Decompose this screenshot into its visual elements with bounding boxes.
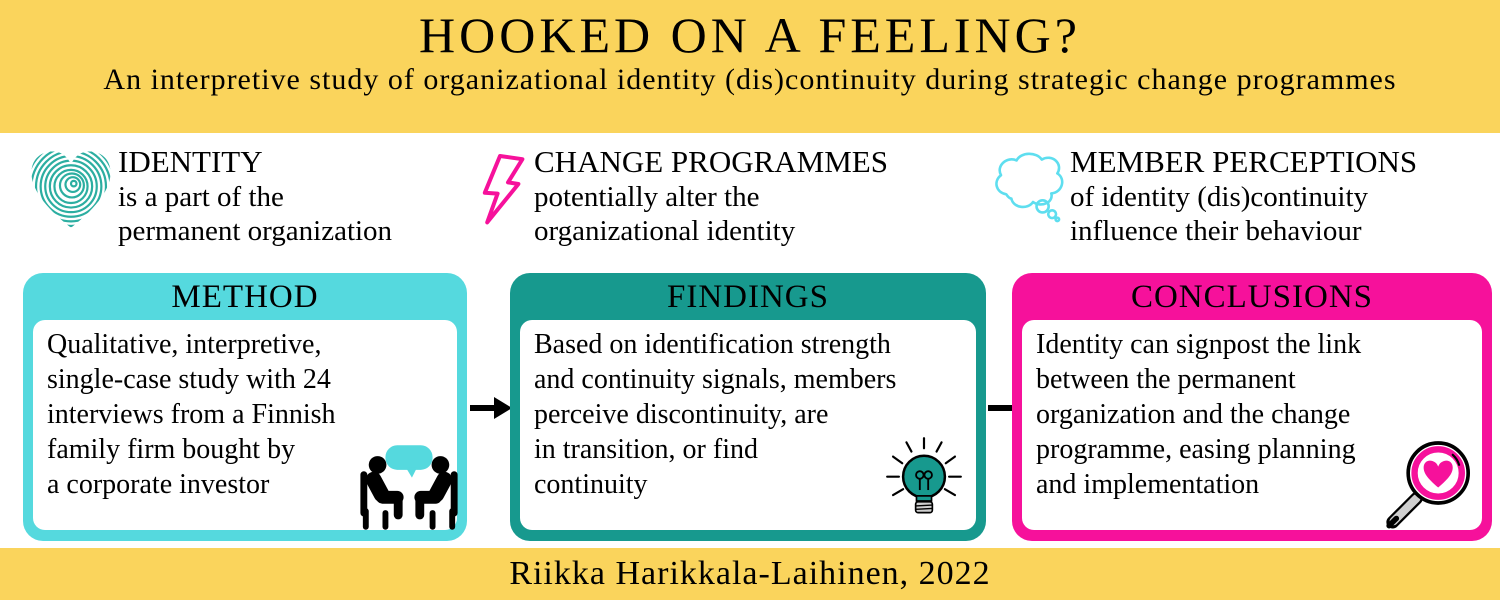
findings-box-body (520, 320, 976, 530)
conclusions-text-line: organization and the change (1036, 399, 1351, 430)
findings-box-title: FINDINGS (666, 279, 829, 315)
fingerprint-heart-icon (25, 145, 117, 242)
method-box-body (33, 320, 457, 530)
method-text-line: Qualitative, interpretive, (47, 329, 322, 360)
findings-text-line: perceive discontinuity, are (534, 399, 829, 430)
page-title: HOOKED ON A FEELING? (419, 7, 1081, 63)
premise-change-heading: CHANGE PROGRAMMES (534, 144, 888, 179)
conclusions-box-body (1022, 320, 1482, 530)
findings-text-line: continuity (534, 469, 648, 500)
findings-box (510, 273, 986, 541)
method-box-title: METHOD (171, 279, 319, 315)
conclusions-text-line: Identity can signpost the link (1036, 329, 1362, 360)
premise-identity-line2: permanent organization (118, 215, 393, 247)
premise-change-line2: organizational identity (534, 215, 796, 247)
premise-perceptions-line1: of identity (dis)continuity (1070, 181, 1369, 213)
magnifier-heart-icon (1380, 431, 1480, 540)
conclusions-text-line: and implementation (1036, 469, 1260, 500)
conclusions-box-title: CONCLUSIONS (1130, 279, 1374, 315)
conclusions-text-line: programme, easing planning (1036, 434, 1356, 465)
lightbulb-icon (878, 431, 970, 534)
premise-perceptions-line2: influence their behaviour (1070, 215, 1362, 247)
method-text-line: interviews from a Finnish (47, 399, 336, 430)
premise-identity-line1: is a part of the (118, 181, 284, 213)
conclusions-box (1012, 273, 1492, 541)
premise-perceptions-heading: MEMBER PERCEPTIONS (1070, 144, 1418, 179)
page-subtitle: An interpretive study of organizational identity (dis)continuity during strategic change programmes (103, 63, 1397, 96)
findings-text-line: and continuity signals, members (534, 364, 897, 395)
arrow-method-to-findings-icon (468, 394, 512, 427)
method-text-line: a corporate investor (47, 469, 270, 500)
author-credit: Riikka Harikkala-Laihinen, 2022 (509, 555, 991, 592)
method-text-line: single-case study with 24 (47, 364, 331, 395)
method-text-line: family firm bought by (47, 434, 296, 465)
premise-identity-heading: IDENTITY (118, 144, 263, 179)
premise-change-line1: potentially alter the (534, 181, 760, 213)
conclusions-text-line: between the permanent (1036, 364, 1296, 395)
lightning-bolt-icon (476, 145, 532, 240)
method-box (23, 273, 467, 541)
interview-icon (355, 440, 463, 539)
thought-bubble-icon (988, 145, 1066, 232)
header-band (0, 0, 1500, 133)
footer-band (0, 548, 1500, 600)
findings-text-line: Based on identification strength (534, 329, 891, 360)
findings-text-line: in transition, or find (534, 434, 758, 465)
